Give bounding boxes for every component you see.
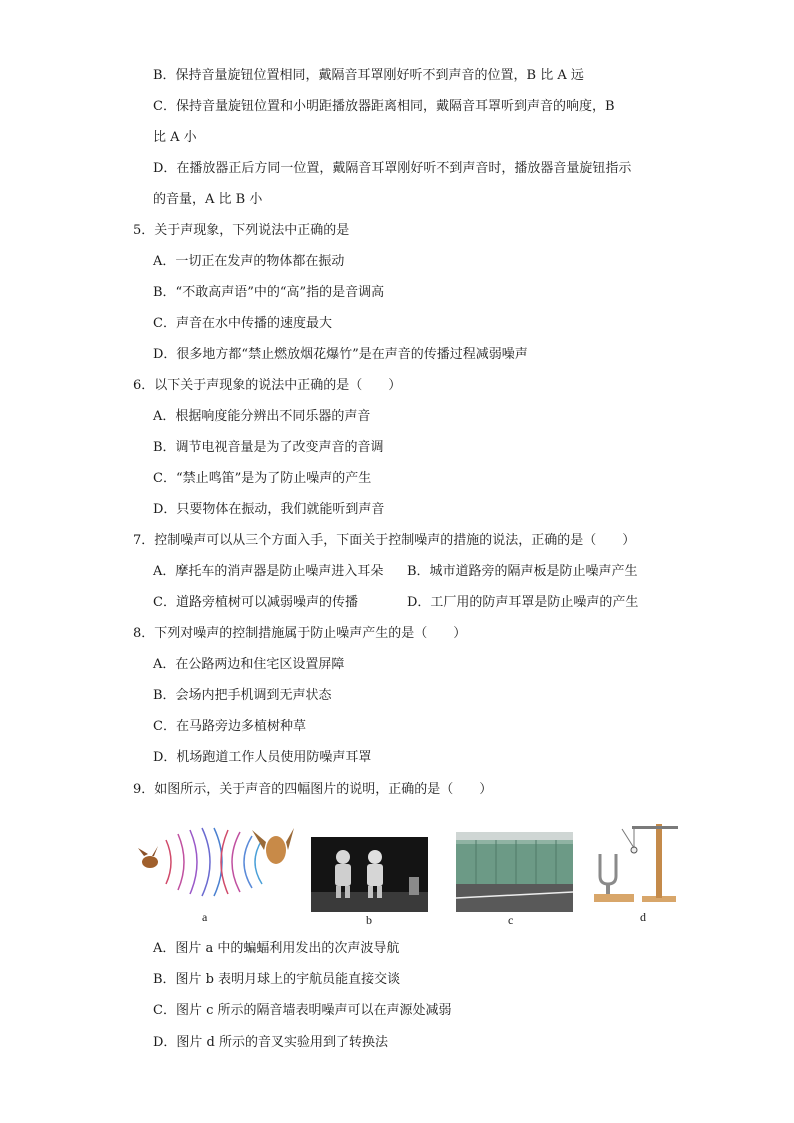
figure-c-label: c xyxy=(508,913,514,927)
q6-stem: 6．以下关于声现象的说法中正确的是（ ） xyxy=(133,378,402,393)
q5-option-b: B．“不敢高声语”中的“高”指的是音调高 xyxy=(153,285,385,300)
q5-option-c: C．声音在水中传播的速度最大 xyxy=(153,316,332,331)
q8-option-a: A．在公路两边和住宅区设置屏障 xyxy=(153,657,345,672)
figure-a-bats-image xyxy=(136,820,296,900)
q9-stem: 9．如图所示，关于声音的四幅图片的说明，正确的是（ ） xyxy=(133,782,493,797)
q6-option-c: C．“禁止鸣笛”是为了防止噪声的产生 xyxy=(153,471,372,486)
q6-option-a: A．根据响度能分辨出不同乐器的声音 xyxy=(153,409,371,424)
q9-option-d: D．图片 d 所示的音叉实验用到了转换法 xyxy=(153,1035,389,1050)
q8-option-d: D．机场跑道工作人员使用防噪声耳罩 xyxy=(153,750,372,765)
q7-option-d: D．工厂用的防声耳罩是防止噪声的产生 xyxy=(407,595,639,610)
figure-c-sound-barrier-image xyxy=(456,832,573,912)
q9-option-a: A．图片 a 中的蝙蝠利用发出的次声波导航 xyxy=(153,941,400,956)
q5-option-d: D．很多地方都“禁止燃放烟花爆竹”是在声音的传播过程减弱噪声 xyxy=(153,347,528,362)
figure-d-label: d xyxy=(640,910,646,924)
q5-stem: 5．关于声现象，下列说法中正确的是 xyxy=(133,223,350,238)
q9-option-b: B．图片 b 表明月球上的宇航员能直接交谈 xyxy=(153,972,401,987)
figure-a-label: a xyxy=(202,910,208,924)
q8-stem: 8．下列对噪声的控制措施属于防止噪声产生的是（ ） xyxy=(133,626,467,641)
q8-option-b: B．会场内把手机调到无声状态 xyxy=(153,688,332,703)
q6-option-d: D．只要物体在振动，我们就能听到声音 xyxy=(153,502,385,517)
figure-d-tuning-fork-image xyxy=(592,818,684,910)
q4-option-c-line1: C．保持音量旋钮位置和小明距播放器距离相同，戴隔音耳罩听到声音的响度，B xyxy=(153,99,615,114)
q9-option-c: C．图片 c 所示的隔音墙表明噪声可以在声源处减弱 xyxy=(153,1003,452,1018)
q4-option-d-line1: D．在播放器正后方同一位置，戴隔音耳罩刚好听不到声音时，播放器音量旋钮指示 xyxy=(153,161,632,176)
q4-option-d-line2: 的音量，A 比 B 小 xyxy=(153,192,263,207)
q8-option-c: C．在马路旁边多植树种草 xyxy=(153,719,306,734)
q4-option-b: B．保持音量旋钮位置相同，戴隔音耳罩刚好听不到声音的位置，B 比 A 远 xyxy=(153,68,584,83)
figure-b-label: b xyxy=(366,913,372,927)
q6-option-b: B．调节电视音量是为了改变声音的音调 xyxy=(153,440,384,455)
q7-option-a: A．摩托车的消声器是防止噪声进入耳朵 xyxy=(153,564,384,579)
q7-stem: 7．控制噪声可以从三个方面入手，下面关于控制噪声的措施的说法，正确的是（ ） xyxy=(133,533,636,548)
q7-option-c: C．道路旁植树可以减弱噪声的传播 xyxy=(153,595,358,610)
q5-option-a: A．一切正在发声的物体都在振动 xyxy=(153,254,345,269)
figure-b-astronauts-image xyxy=(311,837,428,912)
q4-option-c-line2: 比 A 小 xyxy=(153,130,197,145)
q7-option-b: B．城市道路旁的隔声板是防止噪声产生 xyxy=(407,564,638,579)
